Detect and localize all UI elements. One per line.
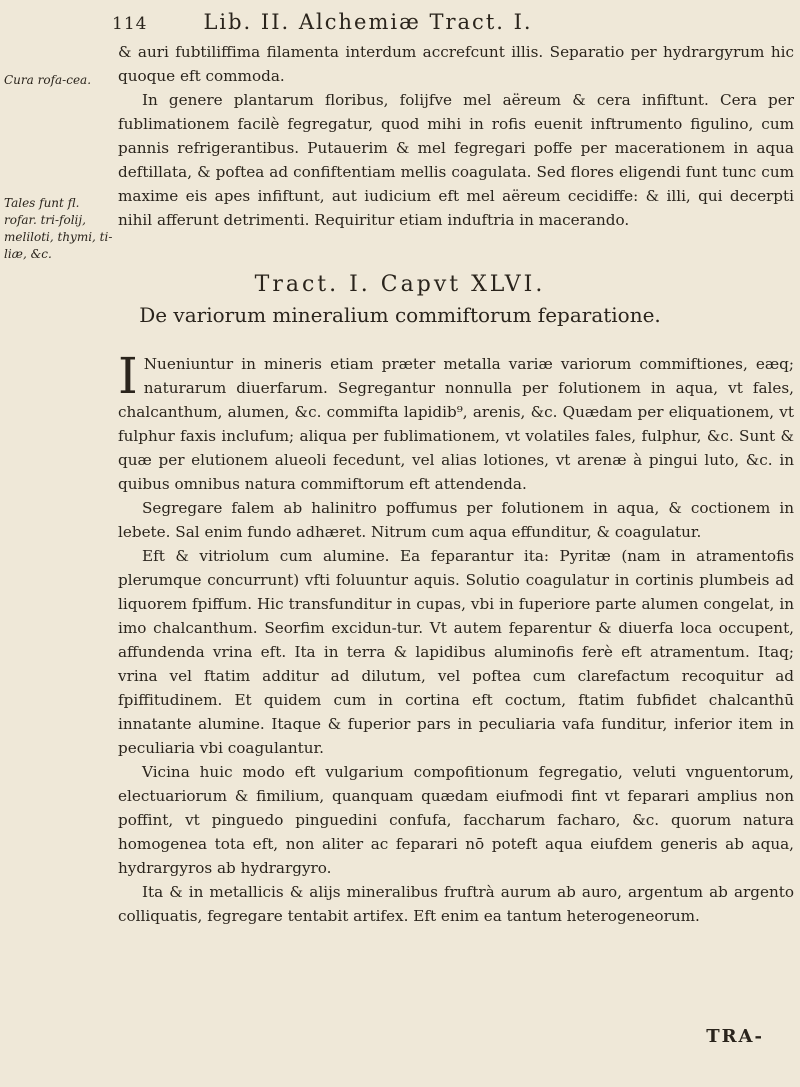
- paragraph-4: Segregare falem ab halinitro poffumus per folutionem in aqua, & coctionem in lebete. Sal enim fundo adhæret. Nitrum cum aqua effunditur, & coagulatur.: [118, 499, 794, 541]
- running-head: [112, 10, 752, 34]
- chapter-title: Tract. I. Capvt XLVI.: [254, 272, 546, 297]
- paragraph-5: Eft & vitriolum cum alumine. Ea feparantur ita: Pyritæ (nam in atramentofis plerumque concurrunt) vfti foluuntur aquis. Solutio coagulatur in cortinis plumbeis ad liquorem fpiffum. Hic transfunditur in cupas, vbi in fuperiore parte alumen congelat, in imo chalcanthum. Seorfim excidun-tur. Vt autem feparentur & diuerfa loca occupent, affundenda vrina eft. Ita in terra & lapidibus aluminofis ferè eft atramentum. Itaq; vrina vel ftatim additur ad dilutum, vel poftea cum clarefactum recoquitur ad fpiffitudinem. Et quidem cum in cortina eft coctum, ftatim fubfidet chalcanthū innatante alumine. Itaque & fuperior pars in peculiaria vafa funditur, inferior item in peculiaria vbi coagulantur.: [118, 547, 794, 757]
- section-2: [118, 347, 794, 928]
- paragraph-1: & auri fubtiliffima filamenta interdum accrefcunt illis. Separatio per hydrargyrum hic quoque eft commoda.: [118, 43, 794, 85]
- drop-cap: I: [118, 347, 138, 405]
- chapter-subtitle: De variorum mineralium commiftorum feparatione.: [139, 303, 661, 327]
- page-number: 114: [112, 14, 148, 34]
- chapter-heading: [0, 272, 800, 327]
- paragraph-3: [118, 347, 794, 496]
- paragraph-6: Vicina huic modo eft vulgarium compofitionum fegregatio, veluti vnguentorum, electuariorum & fimilium, quanquam quædam eiufmodi fint vt feparari amplius non poffint, vt pinguedo pinguedini confufa, faccharum facharo, &c. quorum natura homogenea tota eft, non aliter ac feparari nō poteft aqua eiufdem generis ab aqua, hydrargyros ab hydrargyro.: [118, 763, 794, 877]
- margin-note-1: Cura rofa-cea.: [4, 73, 92, 87]
- paragraph-7: Ita & in metallicis & alijs mineralibus fruftrà aurum ab auro, argentum ab argento colliquatis, fegregare tentabit artifex. Eft enim ea tantum heterogeneorum.: [118, 883, 794, 925]
- paragraph-2: In genere plantarum floribus, folijfve mel aëreum & cera infiftunt. Cera per fublimationem facilè fegregatur, quod mihi in rofis euenit inftrumento figulino, cum pannis refrigerantibus. Putauerim & mel fegregari poffe per macerationem in aqua deftillata, & poftea ad confiftentiam mellis coagulata. Sed flores eligendi funt tunc cum maxime eis apes infiftunt, aut iudicium eft mel aëreum cecidiffe: & illi, qui decerpti nihil afferunt detrimenti. Requiritur etiam induftria in macerando.: [118, 91, 794, 229]
- paragraph-3-text: Nueniuntur in mineris etiam præter metalla variæ variorum commiftiones, eæq; naturarum diuerfarum. Segregantur nonnulla per folutionem in aqua, vt fales, chalcanthum, alumen, &c. commifta lapidib⁹, arenis, &c. Quædam per eliquationem, vt fulphur faxis inclufum; aliqua per fublimationem, vt volatiles fales, fulphur, &c. Sunt & quæ per elutionem alueoli fecedunt, vel alias lotiones, vt arenæ à pingui luto, &c. in quibus omnibus natura commiftorum eft attendenda.: [118, 355, 794, 493]
- running-title: Lib. II. Alchemiæ Tract. I.: [203, 10, 533, 34]
- catchword: TRA-: [706, 1026, 764, 1047]
- section-1: [118, 40, 794, 232]
- margin-note-2: Tales funt fl. rofar. tri-folij, meliloti, thymi, ti-liæ, &c.: [4, 196, 113, 261]
